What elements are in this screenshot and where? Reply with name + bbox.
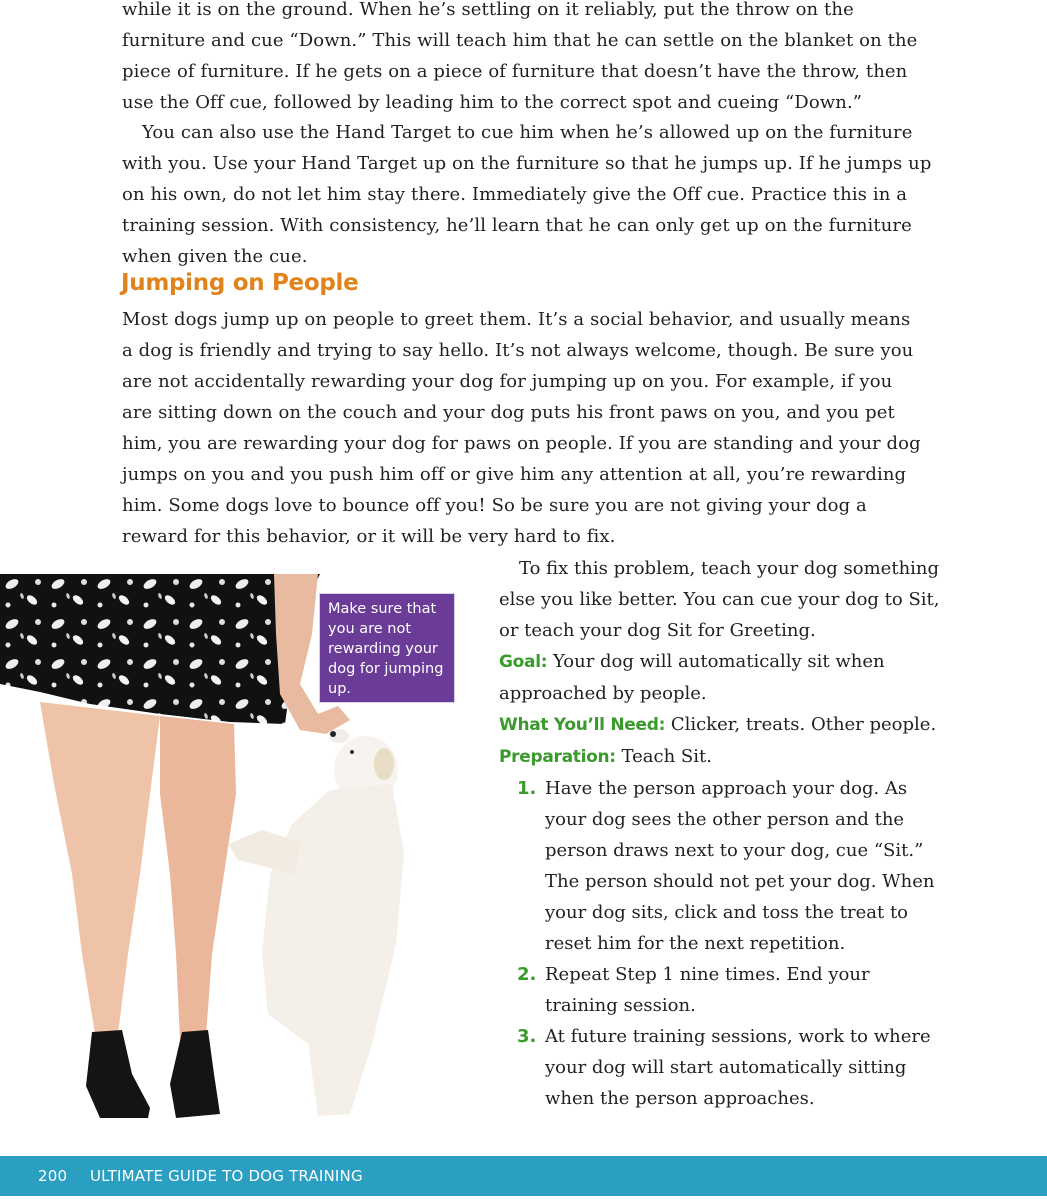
step-item [499,1021,944,1114]
section-heading: Jumping on People [121,270,359,296]
instructions-column [499,553,944,1114]
goal-label: Goal: [499,652,548,672]
step-text: Repeat Step 1 nine times. End your training session. [545,964,870,1016]
need-label: What You’ll Need: [499,715,666,735]
step-number: 1. [517,778,537,799]
prep-line [499,741,944,773]
section-body: Most dogs jump up on people to greet them. It’s a social behavior, and usually means a dog is friendly and trying to say hello. It’s not always welcome, though. Be sure you are not accidentally rewarding your dog for jumping up on you. For example, if you are sitting down on the couch and your dog puts his front paws on you, and you pet him, you are rewarding your dog for paws on people. If you are standing and your dog jumps on you and you push him off or give him any attention at all, you’re rewarding him. Some dogs love to bounce off you! So be sure you are not giving your dog a reward for this behavior, or it will be very hard to fix. [122,309,921,547]
need-line [499,709,944,741]
goal-line [499,646,944,709]
step-number: 3. [517,1026,537,1047]
page-number: 200 [38,1167,68,1185]
step-text: Have the person approach your dog. As your dog sees the other person and the person draws next to your dog, cue “Sit.” The person should not pet your dog. When your dog sits, click and toss the treat to reset him for the next repetition. [545,778,935,954]
fix-intro-paragraph: To fix this problem, teach your dog something else you like better. You can cue your dog to Sit, or teach your dog Sit for Greeting. [499,558,940,641]
step-text: At future training sessions, work to where your dog will start automatically sitting when the person approaches. [545,1026,931,1109]
callout-tip [319,593,455,703]
prep-text: Teach Sit. [615,746,712,767]
page-footer [0,1156,1047,1196]
intro-paragraph-1: while it is on the ground. When he’s settling on it reliably, put the throw on the furniture and cue “Down.” This will teach him that he can settle on the blanket on the piece of furniture. If he gets on a piece of furniture that doesn’t have the throw, then use the Off cue, followed by leading him to the correct spot and cueing “Down.” [122,0,918,113]
book-title: ULTIMATE GUIDE TO DOG TRAINING [90,1167,363,1185]
steps-list [499,773,944,1114]
prep-label: Preparation: [499,747,616,767]
callout-text: Make sure that you are not rewarding your dog for jumping up. [328,601,444,697]
step-number: 2. [517,964,537,985]
intro-paragraph-2: You can also use the Hand Target to cue him when he’s allowed up on the furniture with you. Use your Hand Target up on the furniture so that he jumps up. If he jumps up on his own, do not let him stay there. Immediately give the Off cue. Practice this in a training session. With consistency, he’ll learn that he can only get up on the furniture when given the cue. [122,122,932,267]
step-item [499,773,944,959]
step-item [499,959,944,1021]
goal-text: Your dog will automatically sit when approached by people. [499,651,885,704]
need-text: Clicker, treats. Other people. [665,714,937,735]
